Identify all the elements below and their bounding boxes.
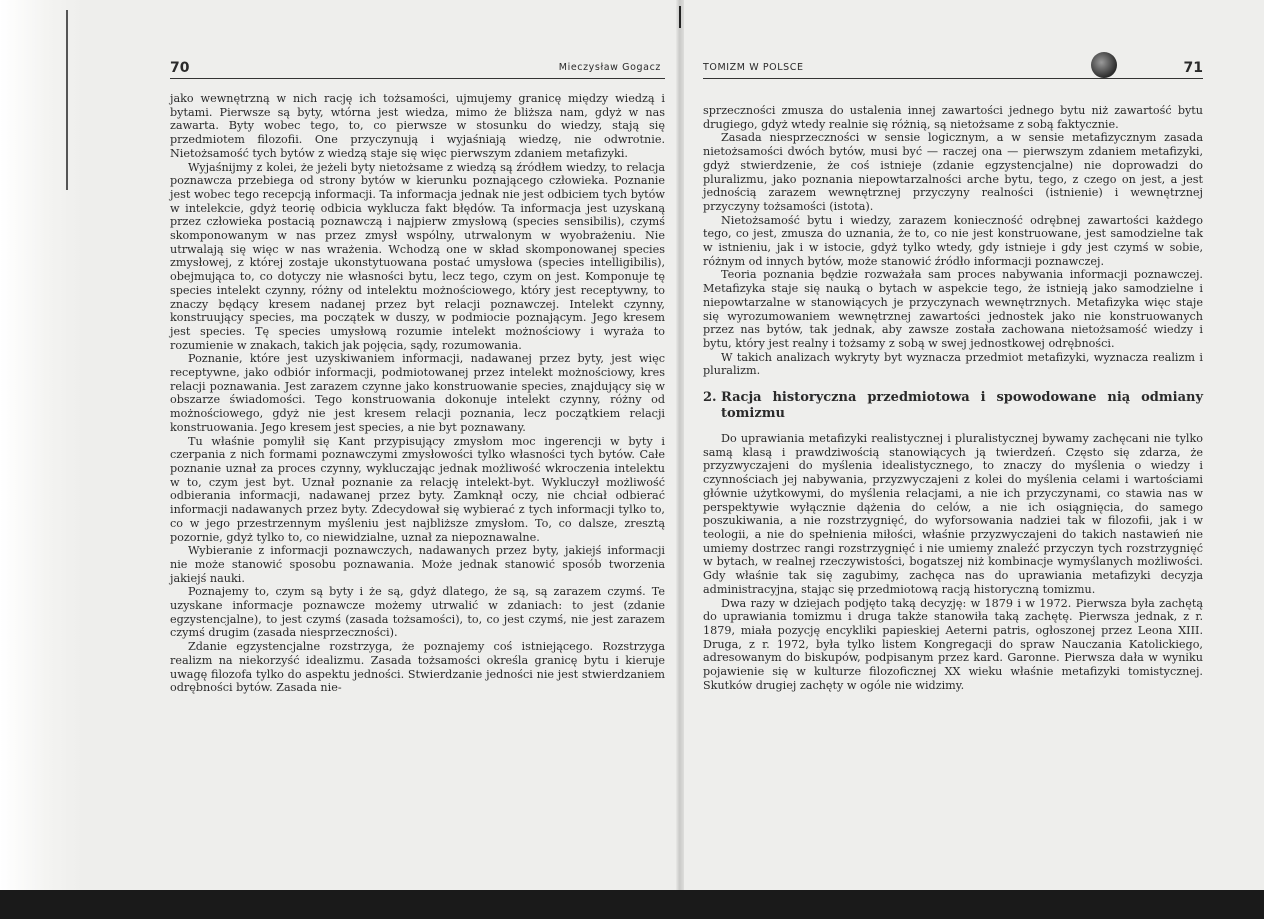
right-page [703, 0, 1203, 890]
left-running-title: Mieczysław Gogacz [558, 62, 661, 73]
left-page-number: 70 [170, 60, 190, 76]
paragraph: Wyjaśnijmy z kolei, że jeżeli byty nietożsame z wiedzą są źródłem wiedzy, to relacja poznawcza przebiega od strony bytów w kierunku poznającego człowieka. Poznanie jest wobec tego recepcją informacji. Ta informacja jednak nie jest odbiciem tych bytów w intelekcie, gdyż teorię odbicia wyklucza fakt błędów. Ta informacja jest uzyskaną przez człowieka postacią poznawczą i najpierw zmysłową (species sensibilis), czymś skomponowanym w nas przez zmysł wspólny, utrwalonym w wyobrażeniu. Nie utrwalają się więc w nas wrażenia. Wchodzą one w skład skomponowanej species zmysłowej, z której zostaje ukonstytuowana postać umysłowa (species intelligibilis), obejmująca to, co dotyczy nie własności bytu, lecz tego, czym on jest. Komponuje tę species intelekt czynny, różny od intelektu możnościowego, który jest receptywny, to znaczy będący kresem nadanej przez byt relacji poznawczej. Intelekt czynny, konstruujący species, ma początek w duszy, w podmiocie poznającym. Jego kresem jest species. Tę species umysłową rozumie intelekt możnościowy i wyraża to rozumienie w znakach, takich jak pojęcia, sądy, rozumowania. [170, 160, 665, 352]
right-page-number: 71 [1183, 60, 1203, 76]
scanner-border [0, 890, 1264, 919]
paragraph: Wybieranie z informacji poznawczych, nadawanych przez byty, jakiejś informacji nie może stanowić sposobu poznawania. Może jednak stanowić sposób tworzenia jakiejś nauki. [170, 544, 665, 585]
paragraph: W takich analizach wykryty byt wyznacza przedmiot metafizyki, wyznacza realizm i pluralizm. [703, 350, 1203, 378]
paragraph: Tu właśnie pomylił się Kant przypisujący zmysłom moc ingerencji w byty i czerpania z nich formami poznawczymi zmysłowości tylko własności tych bytów. Całe poznanie uznał za proces czynny, wykluczając jednak możliwość wkroczenia intelektu w to, czym jest byt. Uznał poznanie za relację intelekt-byt. Wykluczył możliwość odbierania informacji, nadawanej przez byty. Zamknął oczy, nie chciał odbierać informacji nadawanych przez byty. Zdecydował się wybierać z tych informacji tylko to, co w jego przestrzennym myśleniu jest najbliższe zmysłom. To, co dalsze, zresztą pozornie, gdyż tylko to, co niewidzialne, uznał za niepoznawalne. [170, 434, 665, 544]
paragraph: Poznajemy to, czym są byty i że są, gdyż dlatego, że są, są zarazem czymś. Te uzyskane informacje poznawcze możemy utrwalić w zdaniach: to jest (zdanie egzystencjalne), to jest czymś (zasada tożsamości), to, co jest czymś, nie jest zarazem czymś drugim (zasada niesprzeczności). [170, 585, 665, 640]
right-running-title: TOMIZM W POLSCE [703, 62, 804, 73]
page-edge-shadow [0, 0, 84, 890]
section-title: Racja historyczna przedmiotowa i spowodowane nią odmiany tomizmu [721, 390, 1203, 422]
paragraph: Do uprawiania metafizyki realistycznej i pluralistycznej bywamy zachęcani nie tylko samą klasą i prawdziwością stanowiących ją twierdzeń. Często się zdarza, że przyzwyczajeni do myślenia idealistycznego, to znaczy do myślenia o wiedzy i czynnościach jej nabywania, przyzwyczajeni z kolei do myślenia celami i wartościami głównie użytkowymi, do myślenia relacjami, a nie ich przyczynami, co stawia nas w perspektywie wyłącznie dążenia do celów, a nie ich osiągnięcia, do samego poszukiwania, a nie rozstrzygnięć, do wyforsowania nadziei tak w filozofii, jak i w teologii, a nie do spełnienia miłości, właśnie przyzwyczajeni do takich nastawień nie umiemy dostrzec rangi rozstrzygnięć i nie umiemy znaleźć przyczyn tych rozstrzygnięć w bytach, w realnej rzeczywistości, bogatszej niż kombinacje wymyślanych możliwości. Gdy właśnie tak się zagubimy, zachęca nas do uprawiania metafizyki decyzja administracyjna, stając się przedmiotową racją historyczną tomizmu. [703, 432, 1203, 596]
book-gutter [676, 0, 684, 890]
section-number: 2. [703, 390, 717, 406]
right-page-body [703, 104, 1203, 692]
paragraph: Zasada niesprzeczności w sensie logicznym, a w sensie metafizycznym zasada nietożsamości dwóch bytów, musi być — raczej ona — pierwszym zdaniem metafizyki, gdyż stwierdzenie, że coś istnieje (zdanie egzystencjalne) nie doprowadzi do pluralizmu, jako poznania niepowtarzalności arche bytu, tego, z czego on jest, a jest jednością zarazem wewnętrznej przyczyny realności (istnienie) i wewnętrznej przyczyny tożsamości (istota). [703, 131, 1203, 213]
left-page [170, 0, 665, 890]
right-page-header [703, 58, 1203, 79]
paragraph: Teoria poznania będzie rozważała sam proces nabywania informacji poznawczej. Metafizyka staje się nauką o bytach w aspekcie tego, że istnieją jako samodzielne i niepowtarzalne w stanowiących je przyczynach wewnętrznych. Metafizyka więc staje się wyrozumowaniem wewnętrznej zawartości jednostek jako nie konstruowanych przez nas bytów, tak jednak, aby zawsze została zachowana nietożsamość wiedzy i bytu, który jest realny i tożsamy z sobą w swej jednostkowej odrębności. [703, 268, 1203, 350]
library-stamp [1091, 52, 1117, 78]
scan-edge-mark [66, 10, 68, 190]
paragraph: jako wewnętrzną w nich rację ich tożsamości, ujmujemy granicę między wiedzą i bytami. Pierwsze są byty, wtórna jest wiedza, mimo że bliższa nam, gdyż w nas zawarta. Byty wobec tego, to, co pierwsze w stosunku do wiedzy, stają się przedmiotem filozofii. One przyczynują i wyjaśniają wiedzę, nie odwrotnie. Nietożsamość tych bytów z wiedzą staje się więc pierwszym zdaniem metafizyki. [170, 92, 665, 160]
paragraph: Nietożsamość bytu i wiedzy, zarazem konieczność odrębnej zawartości każdego tego, co jest, zmusza do uznania, że to, co nie jest konstruowane, jest samodzielne tak w istnieniu, jak i w istocie, gdyż tylko wtedy, gdy istnieje i gdy jest czymś w sobie, różnym od innych bytów, może stanowić źródło informacji poznawczej. [703, 213, 1203, 268]
left-page-header [170, 58, 665, 79]
section-heading [703, 390, 1203, 422]
binding-mark [679, 6, 681, 28]
paragraph: sprzeczności zmusza do ustalenia innej zawartości jednego bytu niż zawartość bytu drugiego, gdyż wtedy realnie się różnią, są nietożsame z sobą faktycznie. [703, 104, 1203, 131]
paragraph: Dwa razy w dziejach podjęto taką decyzję: w 1879 i w 1972. Pierwsza była zachętą do uprawiania tomizmu i druga także stanowiła taką zachętę. Pierwsza jednak, z r. 1879, miała pozycję encykliki papieskiej Aeterni patris, ogłoszonej przez Leona XIII. Druga, z r. 1972, była tylko listem Kongregacji do spraw Nauczania Katolickiego, adresowanym do biskupów, podpisanym przez kard. Garonne. Pierwsza dała w wyniku pojawienie się w kulturze filozoficznej XX wieku właśnie metafizyki tomistycznej. Skutków drugiej zachęty w ogóle nie widzimy. [703, 596, 1203, 692]
paragraph: Poznanie, które jest uzyskiwaniem informacji, nadawanej przez byty, jest więc receptywne, jako odbiór informacji, podmiotowanej przez intelekt możnościowy, kres relacji poznawania. Jest zarazem czynne jako konstruowanie species, znajdujący się w obszarze świadomości. Tego konstruowania dokonuje intelekt czynny, różny od możnościowego, gdyż nie jest kresem relacji poznania, lecz początkiem relacji konstruowania. Jego kresem jest species, a nie byt poznawany. [170, 352, 665, 434]
left-page-body [170, 92, 665, 695]
paragraph: Zdanie egzystencjalne rozstrzyga, że poznajemy coś istniejącego. Rozstrzyga realizm na niekorzyść idealizmu. Zasada tożsamości określa granicę bytu i kieruje uwagę filozofa tylko do aspektu jedności. Stwierdzanie jedności nie jest stwierdzaniem odrębności bytów. Zasada nie- [170, 640, 665, 695]
